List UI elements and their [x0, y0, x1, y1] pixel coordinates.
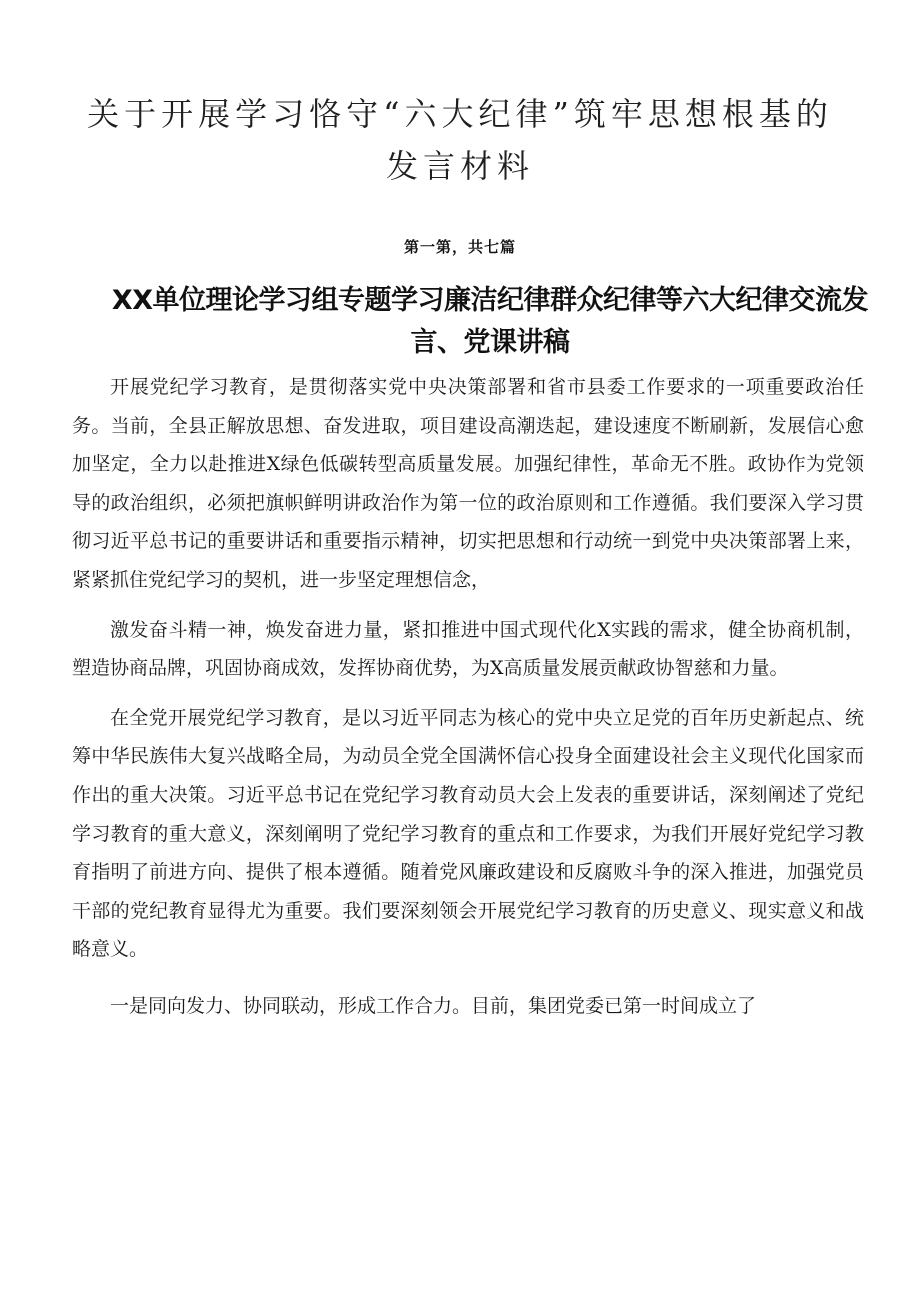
body-paragraph-4: 一是同向发力、协同联动，形成工作合力。目前，集团党委已第一时间成立了 [110, 994, 757, 1017]
body-paragraph-2: 激发奋斗精一神，焕发奋进力量，紧扣推进中国式现代化X实践的需求，健全协商机制，塑造协商品牌，巩固协商成效，发挥协商优势，为X高质量发展贡献政协智慈和力量。 [72, 618, 864, 680]
article-title: XX单位理论学习组专题学习廉洁纪律群众纪律等六大纪律交流发言、党课讲稿 [111, 285, 869, 358]
document-title: 关于开展学习恪守“六大纪律”筑牢思想根基的发言材料 [87, 95, 833, 185]
body-paragraph-3: 在全党开展党纪学习教育，是以习近平同志为核心的党中央立足党的百年历史新起点、统筹中华民族伟大复兴战略全局，为动员全党全国满怀信心投身全面建设社会主义现代化国家而作出的重大决策。习近平总书记在党纪学习教育动员大会上发表的重要讲话，深刻阐述了党纪学习教育的重大意义，深刻阐明了党纪学习教育的重点和工作要求，为我们开展好党纪学习教育指明了前进方向、提供了根本遵循。随着党风廉政建设和反腐败斗争的深入推进，加强党员干部的党纪教育显得尤为重要。我们要深刻领会开展党纪学习教育的历史意义、现实意义和战略意义。 [72, 706, 864, 961]
body-paragraph-1: 开展党纪学习教育，是贯彻落实党中央决策部署和省市县委工作要求的一项重要政治任务。当前，全县正解放思想、奋发进取，项目建设高潮迭起，建设速度不断刷新，发展信心愈加坚定，全力以赴推进X绿色低碳转型高质量发展。加强纪律性，革命无不胜。政协作为党领导的政治组织，必须把旗帜鲜明讲政治作为第一位的政治原则和工作遵循。我们要深入学习贯彻习近平总书记的重要讲话和重要指示精神，切实把思想和行动统一到党中央决策部署上来，紧紧抓住党纪学习的契机，进一步坚定理想信念， [72, 376, 864, 591]
section-label: 第一第，共七篇 [403, 238, 516, 256]
document-body [72, 368, 864, 1037]
